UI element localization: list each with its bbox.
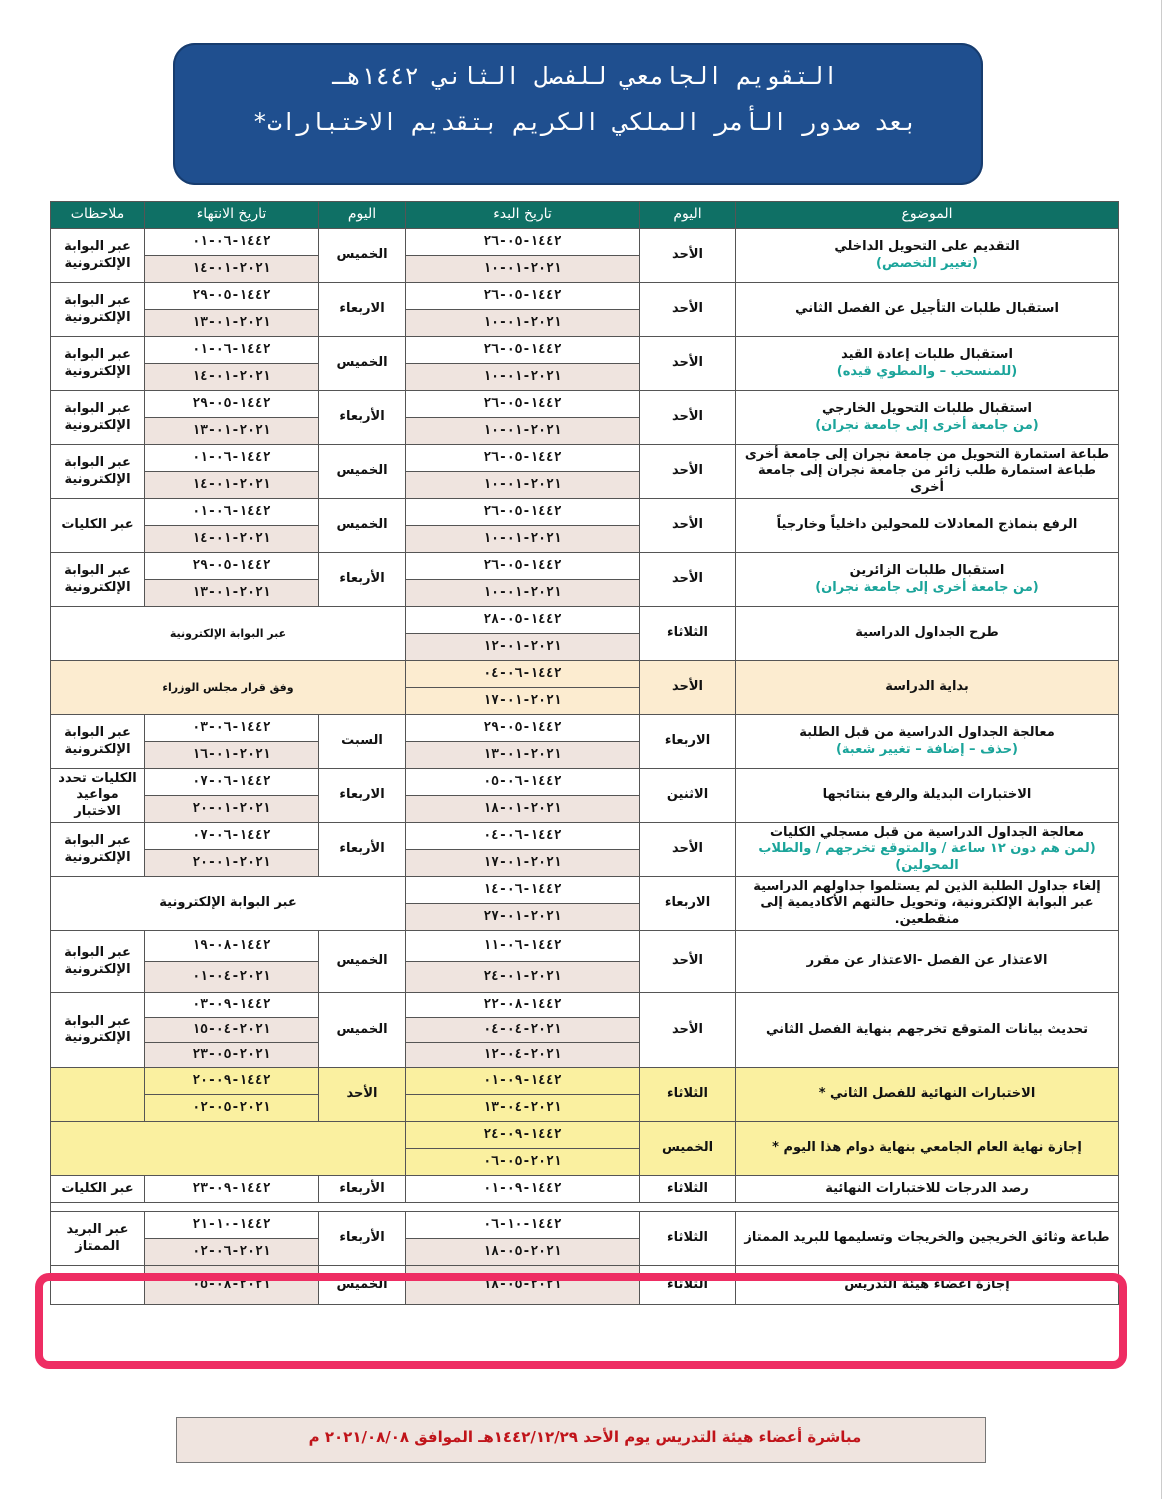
notes-cell: عبر الكليات bbox=[51, 1176, 145, 1203]
topic-cell: طباعة استمارة التحويل من جامعة نجران إلى جامعة أخرى طباعة استمارة طلب زائر من جامعة نجران إلى جامعة أخرى bbox=[736, 445, 1119, 499]
end-greg-cell: ٢٠٢١-٠١-١٤ bbox=[145, 256, 319, 283]
end-hijri-cell: ١٤٤٢-١٠-٢١ bbox=[145, 1212, 319, 1239]
topic-cell: طباعة وثائق الخريجين والخريجات وتسليمها للبريد الممتاز bbox=[736, 1212, 1119, 1266]
end-greg-cell: ٢٠٢١-٠١-١٤ bbox=[145, 364, 319, 391]
start-hijri-cell: ١٤٤٢-٠٩-٠١ bbox=[406, 1068, 640, 1095]
notes-cell: عبر الكليات bbox=[51, 499, 145, 553]
topic-cell: الاعتذار عن الفصل -الاعتذار عن مقرر bbox=[736, 931, 1119, 993]
start-greg-cell: ٢٠٢١-٠٥-١٨ bbox=[406, 1266, 640, 1305]
notes-cell bbox=[51, 1068, 145, 1122]
end-hijri-cell: ١٤٤٢-٠٦-٠١ bbox=[145, 229, 319, 256]
end-greg-cell: ٢٠٢١-٠١-١٣ bbox=[145, 418, 319, 445]
notes-cell: عبر البوابة الإلكترونية bbox=[51, 391, 145, 445]
header-end-date: تاريخ الانتهاء bbox=[145, 202, 319, 229]
end-day-cell: الخميس bbox=[319, 445, 406, 499]
table-row bbox=[51, 1266, 1119, 1305]
end-day-cell: الاربعاء bbox=[319, 769, 406, 823]
start-day-cell: الثلاثاء bbox=[640, 1212, 736, 1266]
start-greg-cell: ٢٠٢١-٠١-٢٧ bbox=[406, 904, 640, 931]
start-hijri-cell: ١٤٤٢-٠٥-٢٦ bbox=[406, 391, 640, 418]
start-day-cell: الأحد bbox=[640, 823, 736, 877]
start-hijri-cell: ١٤٤٢-٠٥-٢٦ bbox=[406, 553, 640, 580]
start-hijri-cell: ١٤٤٢-٠٥-٢٩ bbox=[406, 715, 640, 742]
end-greg-cell: ٢٠٢١-٠١-١٤ bbox=[145, 526, 319, 553]
header-notes: ملاحظات bbox=[51, 202, 145, 229]
start-greg-cell: ٢٠٢١-٠١-١٣ bbox=[406, 742, 640, 769]
table-row bbox=[51, 445, 1119, 472]
start-greg-cell: ٢٠٢١-٠٥-١٨ bbox=[406, 1239, 640, 1266]
page-title: التقويم الجامعي للفصل الثاني ١٤٤٢هـ bbox=[332, 62, 838, 90]
end-day-cell: السبت bbox=[319, 715, 406, 769]
start-day-cell: الاربعاء bbox=[640, 715, 736, 769]
start-greg-cell: ٢٠٢١-٠٤-١٣ bbox=[406, 1095, 640, 1122]
end-day-cell: الخميس bbox=[319, 931, 406, 993]
end-greg-cell: ٢٠٢١-٠١-١٣ bbox=[145, 580, 319, 607]
table-row bbox=[51, 499, 1119, 526]
notes-cell: عبر البريد الممتاز bbox=[51, 1212, 145, 1266]
start-day-cell: الأحد bbox=[640, 445, 736, 499]
topic-cell: الرفع بنماذج المعادلات للمحولين داخلياً وخارجياً bbox=[736, 499, 1119, 553]
end-greg-cell: ٢٠٢١-٠٨-٠٥ bbox=[145, 1266, 319, 1305]
table-row bbox=[51, 931, 1119, 962]
end-hijri-cell: ١٤٤٢-٠٦-٠١ bbox=[145, 445, 319, 472]
merged-note-cell: عبر البوابة الإلكترونية bbox=[51, 877, 406, 931]
end-day-cell: الأربعاء bbox=[319, 823, 406, 877]
end-hijri-cell: ١٤٤٢-٠٩-٠٣ bbox=[145, 993, 319, 1018]
start-hijri-cell: ١٤٤٢-٠٥-٢٦ bbox=[406, 499, 640, 526]
start-day-cell: الاربعاء bbox=[640, 877, 736, 931]
start-greg-cell: ٢٠٢١-٠١-١٢ bbox=[406, 634, 640, 661]
merged-note-cell bbox=[51, 1122, 406, 1176]
table-row bbox=[51, 877, 1119, 904]
page-subtitle: بعد صدور الأمر الملكي الكريم بتقديم الاختبارات* bbox=[252, 108, 918, 136]
table-row bbox=[51, 607, 1119, 634]
table-row bbox=[51, 1122, 1119, 1149]
start-greg-cell: ٢٠٢١-٠١-١٧ bbox=[406, 688, 640, 715]
topic-cell: الاختبارات النهائية للفصل الثاني * bbox=[736, 1068, 1119, 1122]
start-day-cell: الأحد bbox=[640, 931, 736, 993]
start-hijri-cell: ١٤٤٢-٠٨-٢٢ bbox=[406, 993, 640, 1018]
notes-cell: عبر البوابة الإلكترونية bbox=[51, 229, 145, 283]
topic-cell: إجازة أعضاء هيئة التدريس bbox=[736, 1266, 1119, 1305]
end-day-cell: الخميس bbox=[319, 229, 406, 283]
table-row bbox=[51, 391, 1119, 418]
start-greg-cell: ٢٠٢١-٠٥-٠٦ bbox=[406, 1149, 640, 1176]
topic-cell: استقبال طلبات التأجيل عن الفصل الثاني bbox=[736, 283, 1119, 337]
table-row bbox=[51, 1212, 1119, 1239]
start-day-cell: الاثنين bbox=[640, 769, 736, 823]
end-greg-cell: ٢٠٢١-٠٤-٠١ bbox=[145, 962, 319, 993]
topic-cell: تحديث بيانات المتوقع تخرجهم بنهاية الفصل الثاني bbox=[736, 993, 1119, 1068]
start-greg-cell: ٢٠٢١-٠١-١٠ bbox=[406, 256, 640, 283]
start-day-cell: الأحد bbox=[640, 993, 736, 1068]
start-greg-cell: ٢٠٢١-٠١-١٠ bbox=[406, 526, 640, 553]
start-day-cell: الأحد bbox=[640, 391, 736, 445]
start-hijri-cell: ١٤٤٢-٠٦-٠٤ bbox=[406, 661, 640, 688]
start-hijri-cell: ١٤٤٢-٠٦-٠٥ bbox=[406, 769, 640, 796]
end-hijri-cell: ١٤٤٢-٠٥-٢٩ bbox=[145, 553, 319, 580]
merged-note-cell: عبر البوابة الإلكترونية bbox=[51, 607, 406, 661]
table-row bbox=[51, 1068, 1119, 1095]
start-day-cell: الأحد bbox=[640, 337, 736, 391]
topic-cell: بداية الدراسة bbox=[736, 661, 1119, 715]
start-day-cell: الثلاثاء bbox=[640, 1068, 736, 1122]
end-greg-cell: ٢٠٢١-٠٥-٠٢ bbox=[145, 1095, 319, 1122]
start-hijri-cell: ١٤٤٢-٠٦-٠٤ bbox=[406, 823, 640, 850]
topic-cell: التقديم على التحويل الداخلي (تغيير التخصص) bbox=[736, 229, 1119, 283]
start-greg-cell: ٢٠٢١-٠١-١٠ bbox=[406, 310, 640, 337]
end-greg-cell: ٢٠٢١-٠١-١٦ bbox=[145, 742, 319, 769]
header-topic: الموضوع bbox=[736, 202, 1119, 229]
notes-cell bbox=[51, 1266, 145, 1305]
end-day-cell: الخميس bbox=[319, 499, 406, 553]
table-row bbox=[51, 1203, 1119, 1212]
end-hijri-cell: ١٤٤٢-٠٥-٢٩ bbox=[145, 283, 319, 310]
start-greg-cell: ٢٠٢١-٠٤-٠٤ bbox=[406, 1018, 640, 1043]
start-greg-cell: ٢٠٢١-٠١-١٠ bbox=[406, 580, 640, 607]
end-greg-cell: ٢٠٢١-٠٦-٠٢ bbox=[145, 1239, 319, 1266]
end-day-cell: الأحد bbox=[319, 1068, 406, 1122]
topic-cell: استقبال طلبات التحويل الخارجي (من جامعة أخرى إلى جامعة نجران) bbox=[736, 391, 1119, 445]
table-row bbox=[51, 715, 1119, 742]
end-day-cell: الأربعاء bbox=[319, 553, 406, 607]
start-greg-cell: ٢٠٢١-٠١-١٨ bbox=[406, 796, 640, 823]
notes-cell: عبر البوابة الإلكترونية bbox=[51, 283, 145, 337]
notes-cell: عبر البوابة الإلكترونية bbox=[51, 445, 145, 499]
notes-cell: عبر البوابة الإلكترونية bbox=[51, 715, 145, 769]
end-day-cell: الأربعاء bbox=[319, 391, 406, 445]
start-greg-cell: ٢٠٢١-٠١-٢٤ bbox=[406, 962, 640, 993]
merged-note-cell: وفق قرار مجلس الوزراء bbox=[51, 661, 406, 715]
header-end-day: اليوم bbox=[319, 202, 406, 229]
end-hijri-cell: ١٤٤٢-٠٨-١٩ bbox=[145, 931, 319, 962]
end-greg-cell: ٢٠٢١-٠١-٢٠ bbox=[145, 850, 319, 877]
end-greg-cell: ٢٠٢١-٠١-١٤ bbox=[145, 472, 319, 499]
calendar-table bbox=[50, 201, 1119, 1305]
start-hijri-cell: ١٤٤٢-٠٥-٢٦ bbox=[406, 337, 640, 364]
start-day-cell: الأحد bbox=[640, 661, 736, 715]
end-hijri-cell: ١٤٤٢-٠٩-٢٠ bbox=[145, 1068, 319, 1095]
table-header-row bbox=[51, 202, 1119, 229]
header-start-day: اليوم bbox=[640, 202, 736, 229]
topic-cell: إجازة نهاية العام الجامعي بنهاية دوام هذا اليوم * bbox=[736, 1122, 1119, 1176]
end-day-cell: الخميس bbox=[319, 1266, 406, 1305]
table-row bbox=[51, 1176, 1119, 1203]
end-hijri-cell: ١٤٤٢-٠٦-٠٣ bbox=[145, 715, 319, 742]
start-day-cell: الأحد bbox=[640, 229, 736, 283]
end-day-cell: الاربعاء bbox=[319, 283, 406, 337]
notes-cell: عبر البوابة الإلكترونية bbox=[51, 823, 145, 877]
start-hijri-cell: ١٤٤٢-٠٥-٢٨ bbox=[406, 607, 640, 634]
end-greg-cell: ٢٠٢١-٠٤-١٥ bbox=[145, 1018, 319, 1043]
start-hijri-cell: ١٤٤٢-٠٥-٢٦ bbox=[406, 283, 640, 310]
start-greg-cell: ٢٠٢١-٠١-١٠ bbox=[406, 418, 640, 445]
end-hijri-cell: ١٤٤٢-٠٦-٠٧ bbox=[145, 823, 319, 850]
topic-cell: استقبال طلبات إعادة القيد (للمنسحب – والمطوي قيده) bbox=[736, 337, 1119, 391]
end-day-cell: الخميس bbox=[319, 993, 406, 1068]
start-day-cell: الثلاثاء bbox=[640, 1176, 736, 1203]
table-row bbox=[51, 661, 1119, 688]
notes-cell: الكليات تحدد مواعيد الاختبار bbox=[51, 769, 145, 823]
end-day-cell: الخميس bbox=[319, 337, 406, 391]
start-hijri-cell: ١٤٤٢-٠٥-٢٦ bbox=[406, 445, 640, 472]
start-greg-cell: ٢٠٢١-٠٤-١٢ bbox=[406, 1043, 640, 1068]
end-hijri-cell: ١٤٤٢-٠٦-٠٧ bbox=[145, 769, 319, 796]
table-row bbox=[51, 993, 1119, 1018]
start-hijri-cell: ١٤٤٢-٠٩-٠١ bbox=[406, 1176, 640, 1203]
end-day-cell: الأربعاء bbox=[319, 1212, 406, 1266]
topic-cell: إلغاء جداول الطلبة الذين لم يستلموا جداولهم الدراسية عبر البوابة الإلكترونية، وتحويل حالتهم الأكاديمية إلى منقطعين. bbox=[736, 877, 1119, 931]
notes-cell: عبر البوابة الإلكترونية bbox=[51, 337, 145, 391]
end-hijri-cell: ١٤٤٢-٠٦-٠١ bbox=[145, 337, 319, 364]
start-day-cell: الأحد bbox=[640, 283, 736, 337]
topic-cell: رصد الدرجات للاختبارات النهائية bbox=[736, 1176, 1119, 1203]
end-greg-cell: ٢٠٢١-٠١-١٣ bbox=[145, 310, 319, 337]
end-day-cell: الأربعاء bbox=[319, 1176, 406, 1203]
start-greg-cell: ٢٠٢١-٠١-١٠ bbox=[406, 364, 640, 391]
start-day-cell: الثلاثاء bbox=[640, 607, 736, 661]
table-row bbox=[51, 553, 1119, 580]
topic-cell: الاختبارات البديلة والرفع بنتائجها bbox=[736, 769, 1119, 823]
start-day-cell: الثلاثاء bbox=[640, 1266, 736, 1305]
page-edge bbox=[1161, 0, 1162, 1499]
table-row bbox=[51, 769, 1119, 796]
start-day-cell: الخميس bbox=[640, 1122, 736, 1176]
end-hijri-cell: ١٤٤٢-٠٦-٠١ bbox=[145, 499, 319, 526]
start-hijri-cell: ١٤٤٢-٠٥-٢٦ bbox=[406, 229, 640, 256]
table-row bbox=[51, 823, 1119, 850]
footer-note: مباشرة أعضاء هيئة التدريس يوم الأحد ١٤٤٢/١٢/٢٩هـ الموافق ٢٠٢١/٠٨/٠٨ م bbox=[308, 1428, 862, 1446]
start-day-cell: الأحد bbox=[640, 499, 736, 553]
start-hijri-cell: ١٤٤٢-٠٦-١٤ bbox=[406, 877, 640, 904]
notes-cell: عبر البوابة الإلكترونية bbox=[51, 553, 145, 607]
start-greg-cell: ٢٠٢١-٠١-١٧ bbox=[406, 850, 640, 877]
end-greg-cell: ٢٠٢١-٠٥-٢٣ bbox=[145, 1043, 319, 1068]
notes-cell: عبر البوابة الإلكترونية bbox=[51, 931, 145, 993]
topic-cell: معالجة الجداول الدراسية من قبل الطلبة (حذف – إضافة – تغيير شعبة) bbox=[736, 715, 1119, 769]
topic-cell: معالجة الجداول الدراسية من قبل مسجلي الكليات (لمن هم دون ١٢ ساعة / والمتوقع تخرجهم / والطلاب المحولين) bbox=[736, 823, 1119, 877]
table-row bbox=[51, 229, 1119, 256]
notes-cell: عبر البوابة الإلكترونية bbox=[51, 993, 145, 1068]
end-greg-cell: ٢٠٢١-٠١-٢٠ bbox=[145, 796, 319, 823]
start-hijri-cell: ١٤٤٢-٠٩-٢٤ bbox=[406, 1122, 640, 1149]
header-start-date: تاريخ البدء bbox=[406, 202, 640, 229]
table-row bbox=[51, 283, 1119, 310]
start-day-cell: الأحد bbox=[640, 553, 736, 607]
topic-cell: طرح الجداول الدراسية bbox=[736, 607, 1119, 661]
start-greg-cell: ٢٠٢١-٠١-١٠ bbox=[406, 472, 640, 499]
end-hijri-cell: ١٤٤٢-٠٩-٢٣ bbox=[145, 1176, 319, 1203]
table-row bbox=[51, 337, 1119, 364]
start-hijri-cell: ١٤٤٢-٠٦-١١ bbox=[406, 931, 640, 962]
topic-cell: استقبال طلبات الزائرين (من جامعة أخرى إلى جامعة نجران) bbox=[736, 553, 1119, 607]
start-hijri-cell: ١٤٤٢-١٠-٠٦ bbox=[406, 1212, 640, 1239]
end-hijri-cell: ١٤٤٢-٠٥-٢٩ bbox=[145, 391, 319, 418]
